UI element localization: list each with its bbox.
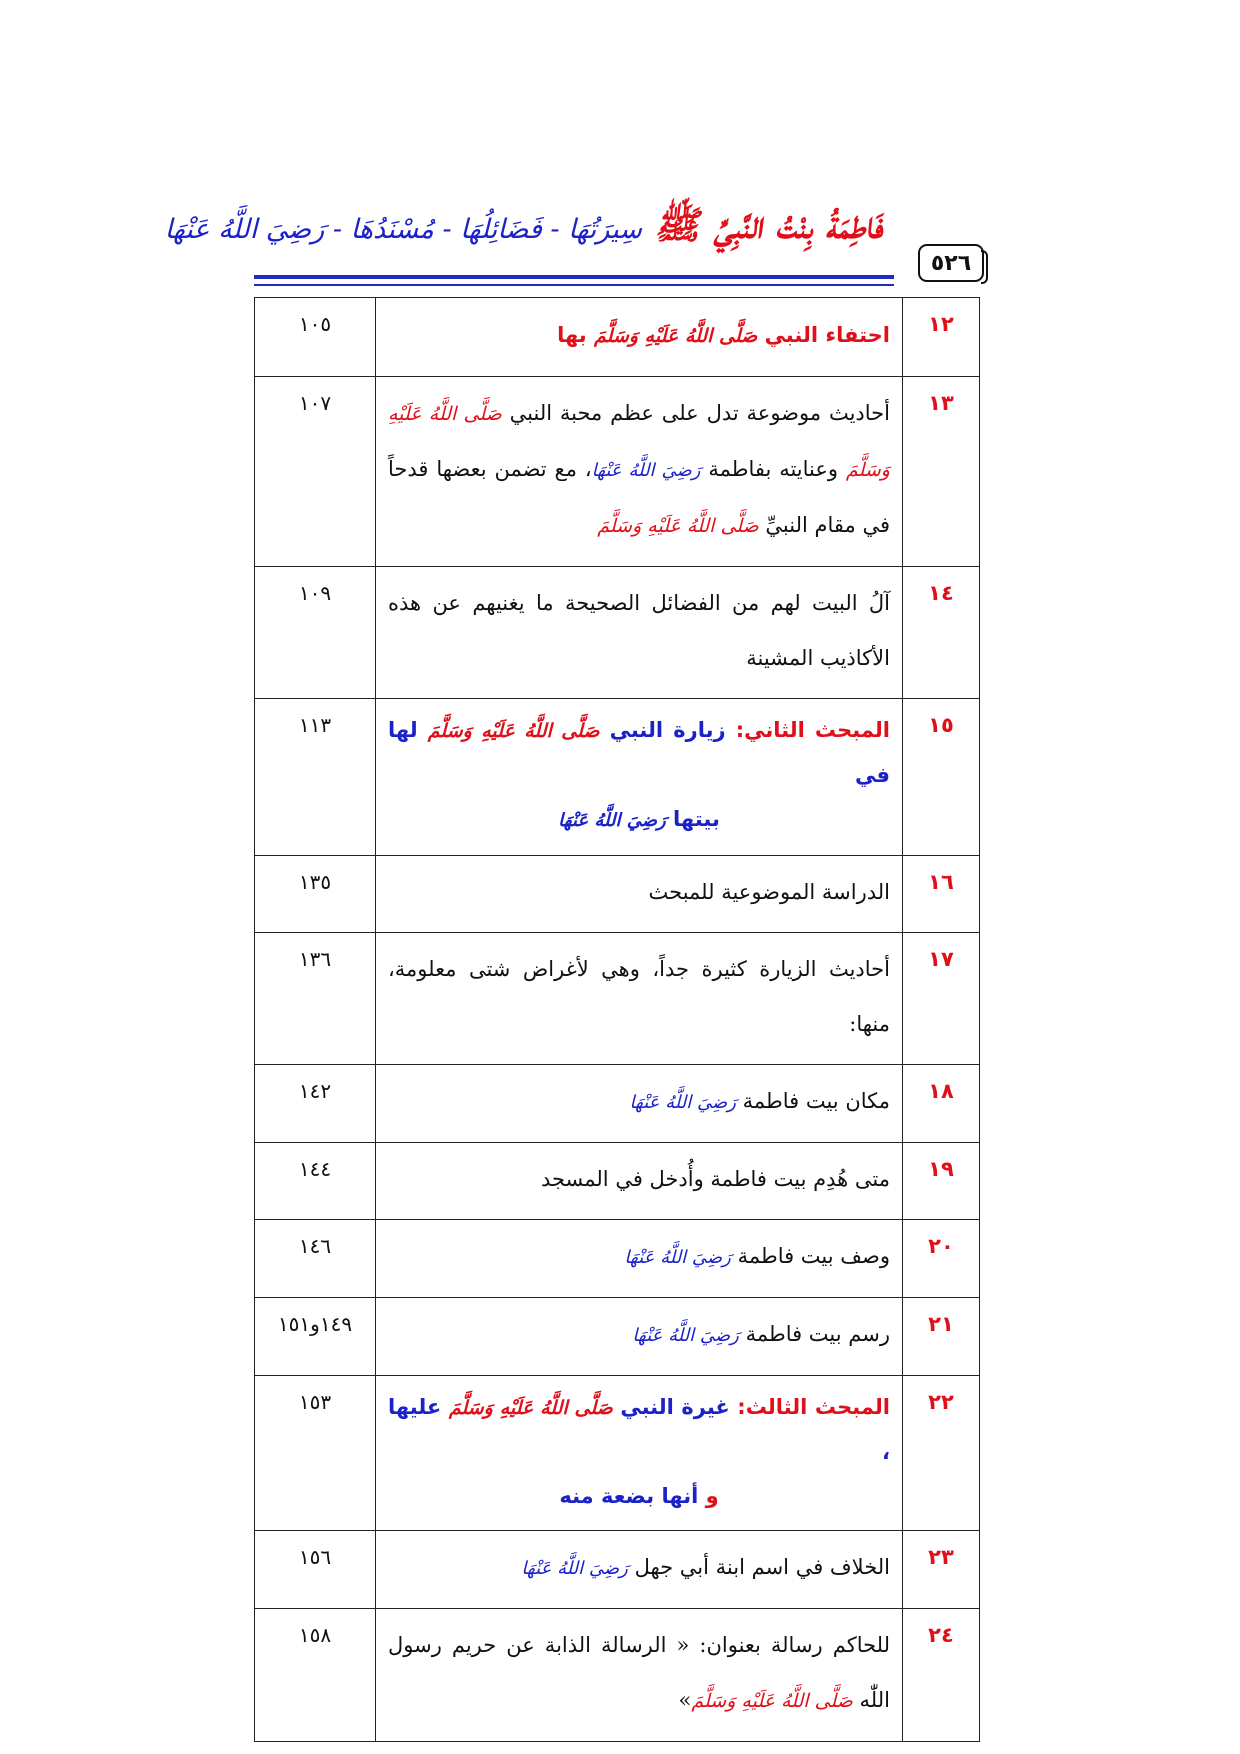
salla-honorific: صَلَّى اللَّهُ عَلَيْهِ وَسَلَّمَ: [594, 325, 758, 347]
row-title: أحاديث الزيارة كثيرة جداً، وهي لأغراض شتى معلومة، منها:: [376, 933, 903, 1065]
row-page: ١٤٦: [255, 1220, 376, 1298]
row-number: ٢٢: [903, 1376, 980, 1531]
row-number: ١٦: [903, 856, 980, 933]
table-row: [255, 1609, 980, 1742]
radiya-honorific: رَضِيَ اللَّهُ عَنْهَا: [632, 1325, 739, 1346]
row-title: وصف بيت فاطمة رَضِيَ اللَّهُ عَنْهَا: [376, 1220, 903, 1298]
row-title: المبحث الثالث: غيرة النبي صَلَّى اللَّهُ عَلَيْهِ وَسَلَّمَ عليها ، و أنها بضعة منه: [376, 1376, 903, 1531]
table-row: [255, 1376, 980, 1531]
table-row: [255, 1298, 980, 1376]
salla-honorific: صَلَّى اللَّهُ عَلَيْهِ وَسَلَّمَ: [427, 720, 600, 742]
row-number: ٢١: [903, 1298, 980, 1376]
table-row: [255, 377, 980, 567]
header-rule-thin: [254, 284, 894, 286]
row-number: ١٥: [903, 699, 980, 856]
row-page: ١٠٩: [255, 567, 376, 699]
radiya-honorific: رَضِيَ اللَّهُ عَنْهَا: [521, 1558, 628, 1579]
row-title: أحاديث موضوعة تدل على عظم محبة النبي صَلَّى اللَّهُ عَلَيْهِ وَسَلَّمَ وعنايته بفاطمة رَضِيَ اللَّهُ عَنْهَا، مع تضمن بعضها قدحاً في مقام النبيِّ صَلَّى اللَّهُ عَلَيْهِ وَسَلَّمَ: [376, 377, 903, 567]
row-title: الدراسة الموضوعية للمبحث: [376, 856, 903, 933]
header-rule-thick: [254, 275, 894, 279]
table-row: [255, 1531, 980, 1609]
radiya-honorific: رَضِيَ اللَّهُ عَنْهَا: [591, 460, 701, 481]
row-title: رسم بيت فاطمة رَضِيَ اللَّهُ عَنْهَا: [376, 1298, 903, 1376]
row-number: ٢٤: [903, 1609, 980, 1742]
table-row: [255, 1065, 980, 1143]
page-header: [164, 196, 984, 286]
salla-honorific: صَلَّى اللَّهُ عَلَيْهِ وَسَلَّمَ: [597, 515, 759, 537]
row-page: ١٤٤: [255, 1143, 376, 1220]
row-title: المبحث الثاني: زيارة النبي صَلَّى اللَّهُ عَلَيْهِ وَسَلَّمَ لها في بيتها رَضِيَ اللَّهُ عَنْهَا: [376, 699, 903, 856]
row-page: ١٤٩و١٥١: [255, 1298, 376, 1376]
row-number: ٢٣: [903, 1531, 980, 1609]
book-title: [164, 202, 888, 257]
row-page: ١٥٨: [255, 1609, 376, 1742]
row-number: ١٤: [903, 567, 980, 699]
row-title: الخلاف في اسم ابنة أبي جهل رَضِيَ اللَّهُ عَنْهَا: [376, 1531, 903, 1609]
row-page: ١٥٦: [255, 1531, 376, 1609]
row-title: آلُ البيت لهم من الفضائل الصحيحة ما يغنيهم عن هذه الأكاذيب المشينة: [376, 567, 903, 699]
row-page: ١٠٥: [255, 298, 376, 377]
table-row: [255, 856, 980, 933]
row-number: ١٩: [903, 1143, 980, 1220]
row-title: احتفاء النبي صَلَّى اللَّهُ عَلَيْهِ وَسَلَّمَ بها: [376, 298, 903, 377]
row-number: ١٢: [903, 298, 980, 377]
table-row: [255, 1143, 980, 1220]
table-row: [255, 699, 980, 856]
salla-honorific: صَلَّى اللَّهُ عَلَيْهِ وَسَلَّمَ: [691, 1690, 853, 1712]
book-title-subtitle: سِيرَتُهَا - فَضَائِلُهَا - مُسْنَدُهَا - رَضِيَ اللَّهُ عَنْهَا: [164, 214, 642, 245]
table-row: [255, 1220, 980, 1298]
salla-honorific: صَلَّى اللَّهُ عَلَيْهِ وَسَلَّمَ: [388, 403, 890, 481]
salla-honorific: صَلَّى اللَّهُ عَلَيْهِ وَسَلَّمَ: [448, 1397, 613, 1419]
row-number: ١٨: [903, 1065, 980, 1143]
page-number: ٥٢٦: [918, 244, 984, 282]
row-page: ١٤٢: [255, 1065, 376, 1143]
radiya-honorific: رَضِيَ اللَّهُ عَنْهَا: [558, 810, 666, 831]
row-page: ١٠٧: [255, 377, 376, 567]
row-number: ١٣: [903, 377, 980, 567]
radiya-honorific: رَضِيَ اللَّهُ عَنْهَا: [624, 1247, 731, 1268]
row-number: ٢٠: [903, 1220, 980, 1298]
table-row: [255, 567, 980, 699]
table-of-contents: [254, 297, 980, 1742]
row-page: ١٣٥: [255, 856, 376, 933]
row-page: ١٥٣: [255, 1376, 376, 1531]
row-title: للحاكم رسالة بعنوان: « الرسالة الذابة عن حريم رسول اللّٰه صَلَّى اللَّهُ عَلَيْهِ وَسَلَّمَ»: [376, 1609, 903, 1742]
row-number: ١٧: [903, 933, 980, 1065]
row-title: متى هُدِم بيت فاطمة وأُدخل في المسجد: [376, 1143, 903, 1220]
row-page: ١٣٦: [255, 933, 376, 1065]
row-page: ١١٣: [255, 699, 376, 856]
table-row: [255, 933, 980, 1065]
table-row: [255, 298, 980, 377]
book-title-main: فَاطِمَةُ بِنْتُ النَّبِيِّ ﷺ: [653, 202, 888, 247]
row-title: مكان بيت فاطمة رَضِيَ اللَّهُ عَنْهَا: [376, 1065, 903, 1143]
radiya-honorific: رَضِيَ اللَّهُ عَنْهَا: [629, 1092, 736, 1113]
